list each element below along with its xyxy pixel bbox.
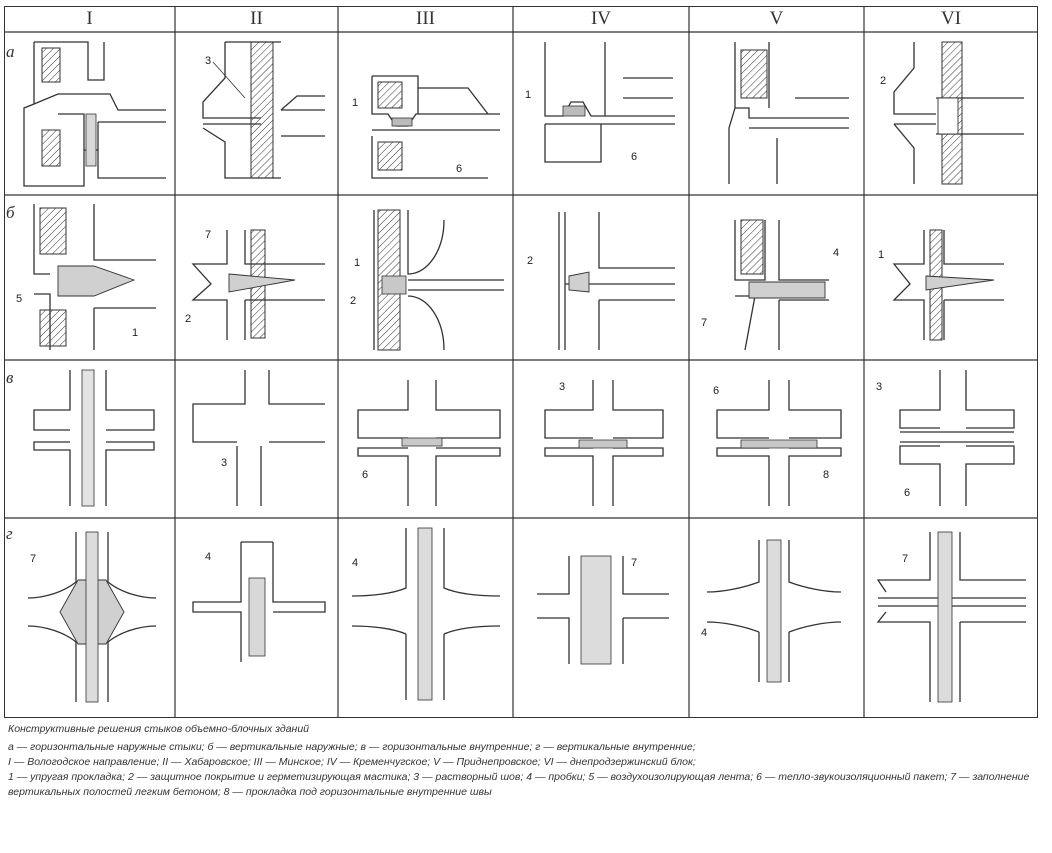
callout-a-iv-6: 6 bbox=[631, 151, 638, 163]
joint-drawing-b-iii bbox=[348, 200, 508, 356]
joint-drawing-b-vi bbox=[874, 200, 1032, 356]
callout-c-iv-3: 3 bbox=[559, 381, 566, 393]
col-head-iii: III bbox=[416, 8, 435, 29]
col-head-vi: VI bbox=[940, 8, 962, 29]
joint-drawing-d-ii bbox=[185, 522, 333, 714]
joint-drawing-a-iv bbox=[523, 38, 683, 190]
caption-callout-legend: 1 — упругая прокладка; 2 — защитное покрытие и герметизирующая мастика; 3 — растворный шов; 4 — пробки; 5 — воздухоизолирующая лента; 6 — тепло-звукоизоляционный пакет; 7 — заполнение вертикальных полостей легким бетоном; 8 — прокладка под горизонтальные внутренние швы bbox=[8, 771, 1030, 798]
joint-drawing-d-v bbox=[699, 522, 859, 714]
joint-drawing-a-vi bbox=[874, 38, 1032, 190]
row-letter-v: в bbox=[6, 368, 14, 387]
callout-b-i-5: 5 bbox=[16, 293, 23, 305]
row-letter-a: а bbox=[6, 42, 15, 61]
callout-b-iii-2: 2 bbox=[350, 295, 357, 307]
col-head-iv: IV bbox=[590, 8, 612, 29]
joint-drawing-c-iii bbox=[348, 366, 508, 514]
row-letter-b: б bbox=[6, 203, 15, 222]
joint-drawing-c-v bbox=[699, 366, 859, 514]
joint-drawing-c-i bbox=[14, 366, 170, 514]
callout-d-i-7: 7 bbox=[30, 553, 37, 565]
callout-b-ii-2: 2 bbox=[185, 313, 192, 325]
callout-c-vi-6: 6 bbox=[904, 487, 911, 499]
joint-drawing-c-ii bbox=[185, 366, 333, 514]
joint-drawing-a-ii bbox=[185, 38, 333, 190]
row-letter-g: г bbox=[6, 524, 13, 543]
col-head-ii: II bbox=[250, 8, 263, 29]
callout-b-i-1: 1 bbox=[132, 327, 139, 339]
callout-d-iii-4: 4 bbox=[352, 557, 359, 569]
joint-drawing-a-iii bbox=[348, 38, 508, 190]
col-head-i: I bbox=[86, 8, 93, 29]
callout-a-iii-6: 6 bbox=[456, 163, 463, 175]
caption-row-legend: а — горизонтальные наружные стыки; б — вертикальные наружные; в — горизонтальные внутренние; г — вертикальные внутренние; bbox=[8, 741, 696, 753]
joint-drawing-b-ii bbox=[185, 200, 333, 356]
callout-d-v-4: 4 bbox=[701, 627, 708, 639]
callout-a-iii-1: 1 bbox=[352, 97, 359, 109]
caption-column-legend: I — Вологодское направление; II — Хабаровское; III — Минское; IV — Кременчугское; V — Приднепровское; VI — днепродзержинский блок; bbox=[8, 756, 696, 768]
callout-b-v-4: 4 bbox=[833, 247, 840, 259]
joint-drawing-b-i bbox=[14, 200, 170, 356]
callout-b-vi-1: 1 bbox=[878, 249, 885, 261]
callout-c-ii-3: 3 bbox=[221, 457, 228, 469]
joint-drawing-b-v bbox=[699, 200, 859, 356]
callout-b-v-7: 7 bbox=[701, 317, 708, 329]
joint-drawing-d-iii bbox=[348, 522, 508, 714]
joint-drawing-c-iv bbox=[523, 366, 683, 514]
figure-caption bbox=[8, 722, 1044, 800]
joint-drawing-d-vi bbox=[874, 522, 1032, 714]
callout-c-iii-6: 6 bbox=[362, 469, 369, 481]
callout-a-ii-3: 3 bbox=[205, 55, 212, 67]
col-head-v: V bbox=[769, 8, 784, 29]
callout-b-iii-1: 1 bbox=[354, 257, 361, 269]
callout-b-ii-7: 7 bbox=[205, 229, 212, 241]
callout-d-vi-7: 7 bbox=[902, 553, 909, 565]
callout-c-vi-3: 3 bbox=[876, 381, 883, 393]
joint-drawing-a-v bbox=[699, 38, 859, 190]
callout-d-ii-4: 4 bbox=[205, 551, 212, 563]
joint-drawing-a-i bbox=[14, 38, 170, 190]
joint-drawing-c-vi bbox=[874, 366, 1032, 514]
joint-drawing-b-iv bbox=[523, 200, 683, 356]
joint-drawing-d-i bbox=[14, 522, 170, 714]
callout-b-iv-2: 2 bbox=[527, 255, 534, 267]
callout-c-v-8: 8 bbox=[823, 469, 830, 481]
callout-c-v-6: 6 bbox=[713, 385, 720, 397]
callout-d-iv-7: 7 bbox=[631, 557, 638, 569]
caption-title: Конструктивные решения стыков объемно-блочных зданий bbox=[8, 723, 310, 735]
joint-drawing-d-iv bbox=[523, 522, 683, 714]
callout-a-vi-2: 2 bbox=[880, 75, 887, 87]
callout-a-iv-1: 1 bbox=[525, 89, 532, 101]
